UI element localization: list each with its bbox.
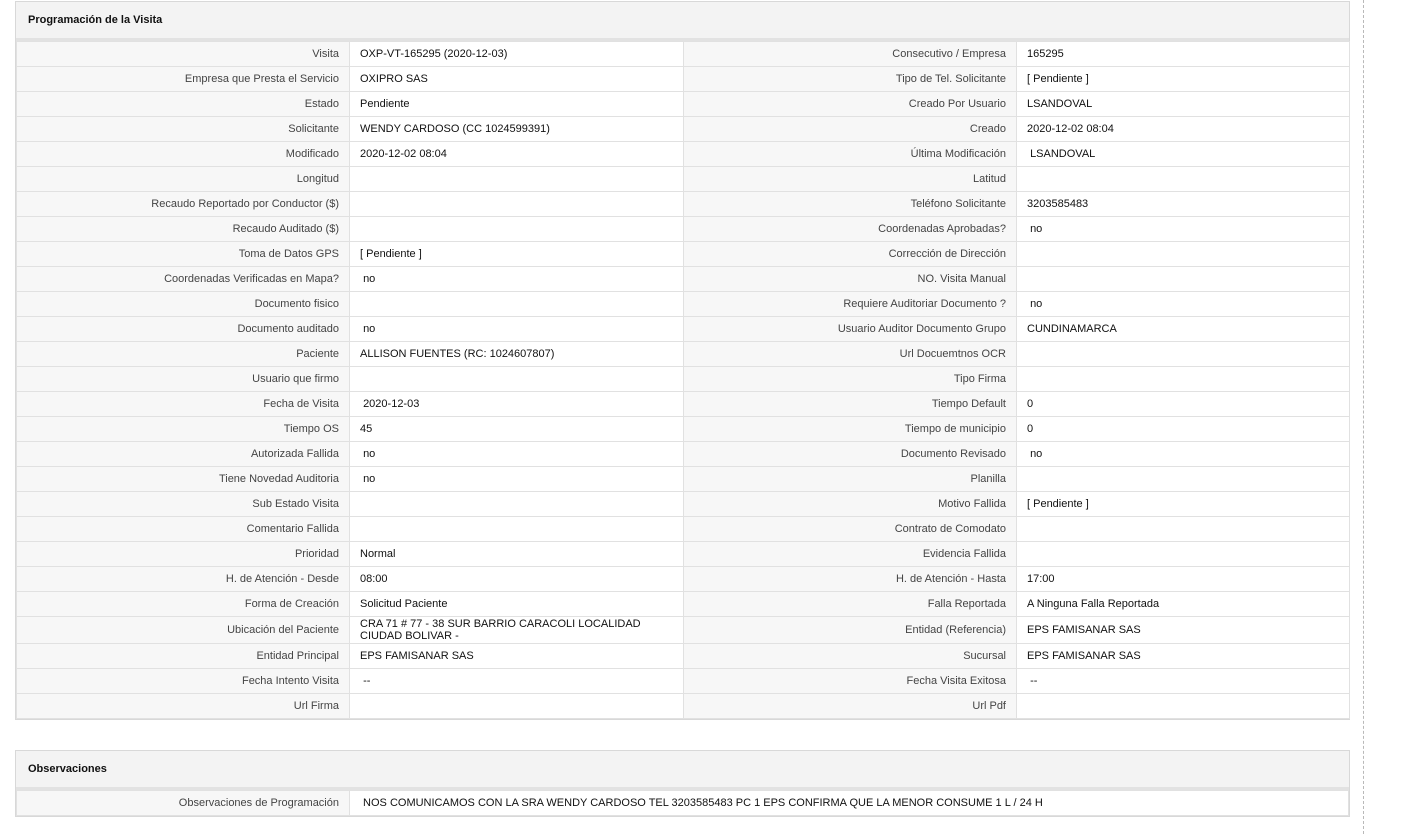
field-value: no: [1017, 442, 1350, 467]
field-label: Ubicación del Paciente: [17, 617, 350, 644]
field-value: [350, 167, 684, 192]
field-label: Documento fisico: [17, 292, 350, 317]
observations-value: NOS COMUNICAMOS CON LA SRA WENDY CARDOSO TEL 3203585483 PC 1 EPS CONFIRMA QUE LA MENOR CONSUME 1 L / 24 H: [350, 791, 1349, 816]
field-value: 2020-12-02 08:04: [350, 142, 684, 167]
field-value: 0: [1017, 392, 1350, 417]
observations-table: [16, 790, 1349, 816]
schedule-row: [17, 517, 1350, 542]
schedule-row: [17, 267, 1350, 292]
field-value: [1017, 467, 1350, 492]
field-label: Creado Por Usuario: [684, 92, 1017, 117]
field-value: 45: [350, 417, 684, 442]
schedule-row: [17, 542, 1350, 567]
field-value: [1017, 517, 1350, 542]
field-label: Última Modificación: [684, 142, 1017, 167]
field-label: Modificado: [17, 142, 350, 167]
schedule-row: [17, 392, 1350, 417]
schedule-row: [17, 617, 1350, 644]
field-label: Tiempo de municipio: [684, 417, 1017, 442]
field-label: Coordenadas Verificadas en Mapa?: [17, 267, 350, 292]
field-value: CRA 71 # 77 - 38 SUR BARRIO CARACOLI LOCALIDAD CIUDAD BOLIVAR -: [350, 617, 684, 644]
schedule-row: [17, 567, 1350, 592]
field-value: [1017, 694, 1350, 719]
schedule-row: [17, 342, 1350, 367]
field-value: [350, 517, 684, 542]
field-label: Paciente: [17, 342, 350, 367]
field-value: 0: [1017, 417, 1350, 442]
field-value: [350, 217, 684, 242]
field-label: Empresa que Presta el Servicio: [17, 67, 350, 92]
schedule-row: [17, 42, 1350, 67]
field-value: [ Pendiente ]: [1017, 67, 1350, 92]
field-label: Motivo Fallida: [684, 492, 1017, 517]
field-label: Fecha Intento Visita: [17, 669, 350, 694]
field-label: Creado: [684, 117, 1017, 142]
field-label: Comentario Fallida: [17, 517, 350, 542]
field-value: --: [350, 669, 684, 694]
visit-schedule-title: Programación de la Visita: [16, 2, 1349, 41]
field-label: Visita: [17, 42, 350, 67]
field-value: Pendiente: [350, 92, 684, 117]
field-value: 165295: [1017, 42, 1350, 67]
field-label: Documento auditado: [17, 317, 350, 342]
field-label: Fecha de Visita: [17, 392, 350, 417]
field-value: [350, 367, 684, 392]
observations-row: [17, 791, 1349, 816]
field-value: EPS FAMISANAR SAS: [350, 644, 684, 669]
field-value: ALLISON FUENTES (RC: 1024607807): [350, 342, 684, 367]
field-label: Url Pdf: [684, 694, 1017, 719]
field-value: --: [1017, 669, 1350, 694]
field-label: Planilla: [684, 467, 1017, 492]
field-label: Consecutivo / Empresa: [684, 42, 1017, 67]
field-label: H. de Atención - Desde: [17, 567, 350, 592]
schedule-row: [17, 492, 1350, 517]
schedule-row: [17, 467, 1350, 492]
field-value: OXP-VT-165295 (2020-12-03): [350, 42, 684, 67]
schedule-row: [17, 242, 1350, 267]
field-label: H. de Atención - Hasta: [684, 567, 1017, 592]
field-value: [ Pendiente ]: [350, 242, 684, 267]
field-label: Url Docuemtnos OCR: [684, 342, 1017, 367]
field-value: Solicitud Paciente: [350, 592, 684, 617]
schedule-row: [17, 694, 1350, 719]
schedule-row: [17, 669, 1350, 694]
field-label: Usuario que firmo: [17, 367, 350, 392]
schedule-row: [17, 417, 1350, 442]
field-value: LSANDOVAL: [1017, 142, 1350, 167]
schedule-row: [17, 367, 1350, 392]
field-value: [1017, 242, 1350, 267]
field-value: no: [1017, 217, 1350, 242]
field-label: Documento Revisado: [684, 442, 1017, 467]
field-label: Prioridad: [17, 542, 350, 567]
field-value: A Ninguna Falla Reportada: [1017, 592, 1350, 617]
observations-panel: [15, 750, 1350, 817]
field-value: no: [350, 467, 684, 492]
field-label: Longitud: [17, 167, 350, 192]
field-label: Autorizada Fallida: [17, 442, 350, 467]
field-label: Entidad Principal: [17, 644, 350, 669]
field-label: Url Firma: [17, 694, 350, 719]
schedule-row: [17, 142, 1350, 167]
schedule-row: [17, 292, 1350, 317]
field-value: [350, 192, 684, 217]
field-label: Forma de Creación: [17, 592, 350, 617]
field-value: [350, 492, 684, 517]
field-label: Toma de Datos GPS: [17, 242, 350, 267]
observations-label: Observaciones de Programación: [17, 791, 350, 816]
schedule-row: [17, 592, 1350, 617]
schedule-row: [17, 217, 1350, 242]
field-label: Tiempo Default: [684, 392, 1017, 417]
field-value: [ Pendiente ]: [1017, 492, 1350, 517]
field-label: Corrección de Dirección: [684, 242, 1017, 267]
field-value: [350, 292, 684, 317]
field-value: Normal: [350, 542, 684, 567]
field-value: no: [350, 267, 684, 292]
field-label: Evidencia Fallida: [684, 542, 1017, 567]
field-label: Solicitante: [17, 117, 350, 142]
visit-schedule-panel: [15, 1, 1350, 720]
field-label: Tipo Firma: [684, 367, 1017, 392]
field-value: [350, 694, 684, 719]
field-value: OXIPRO SAS: [350, 67, 684, 92]
visit-schedule-rows: [17, 42, 1350, 719]
schedule-row: [17, 192, 1350, 217]
field-value: EPS FAMISANAR SAS: [1017, 617, 1350, 644]
observations-title: Observaciones: [16, 751, 1349, 790]
field-value: no: [350, 317, 684, 342]
dashed-divider: [1363, 0, 1364, 834]
field-value: 08:00: [350, 567, 684, 592]
field-label: Recaudo Reportado por Conductor ($): [17, 192, 350, 217]
field-value: [1017, 367, 1350, 392]
schedule-row: [17, 442, 1350, 467]
field-value: WENDY CARDOSO (CC 1024599391): [350, 117, 684, 142]
schedule-row: [17, 317, 1350, 342]
field-label: Sucursal: [684, 644, 1017, 669]
field-label: Recaudo Auditado ($): [17, 217, 350, 242]
schedule-row: [17, 92, 1350, 117]
field-value: LSANDOVAL: [1017, 92, 1350, 117]
field-label: Entidad (Referencia): [684, 617, 1017, 644]
field-label: Coordenadas Aprobadas?: [684, 217, 1017, 242]
field-value: EPS FAMISANAR SAS: [1017, 644, 1350, 669]
visit-schedule-table: [16, 41, 1350, 719]
field-value: 3203585483: [1017, 192, 1350, 217]
field-value: no: [1017, 292, 1350, 317]
field-value: [1017, 167, 1350, 192]
field-label: Tiempo OS: [17, 417, 350, 442]
field-value: 2020-12-02 08:04: [1017, 117, 1350, 142]
field-value: [1017, 542, 1350, 567]
field-value: CUNDINAMARCA: [1017, 317, 1350, 342]
field-label: Contrato de Comodato: [684, 517, 1017, 542]
field-value: 17:00: [1017, 567, 1350, 592]
field-label: Estado: [17, 92, 350, 117]
field-value: no: [350, 442, 684, 467]
field-label: NO. Visita Manual: [684, 267, 1017, 292]
field-label: Teléfono Solicitante: [684, 192, 1017, 217]
field-label: Requiere Auditoriar Documento ?: [684, 292, 1017, 317]
field-label: Latitud: [684, 167, 1017, 192]
field-label: Sub Estado Visita: [17, 492, 350, 517]
field-value: [1017, 342, 1350, 367]
field-label: Tiene Novedad Auditoria: [17, 467, 350, 492]
schedule-row: [17, 67, 1350, 92]
field-value: 2020-12-03: [350, 392, 684, 417]
field-label: Tipo de Tel. Solicitante: [684, 67, 1017, 92]
field-label: Falla Reportada: [684, 592, 1017, 617]
schedule-row: [17, 644, 1350, 669]
field-label: Fecha Visita Exitosa: [684, 669, 1017, 694]
schedule-row: [17, 167, 1350, 192]
schedule-row: [17, 117, 1350, 142]
field-label: Usuario Auditor Documento Grupo: [684, 317, 1017, 342]
field-value: [1017, 267, 1350, 292]
